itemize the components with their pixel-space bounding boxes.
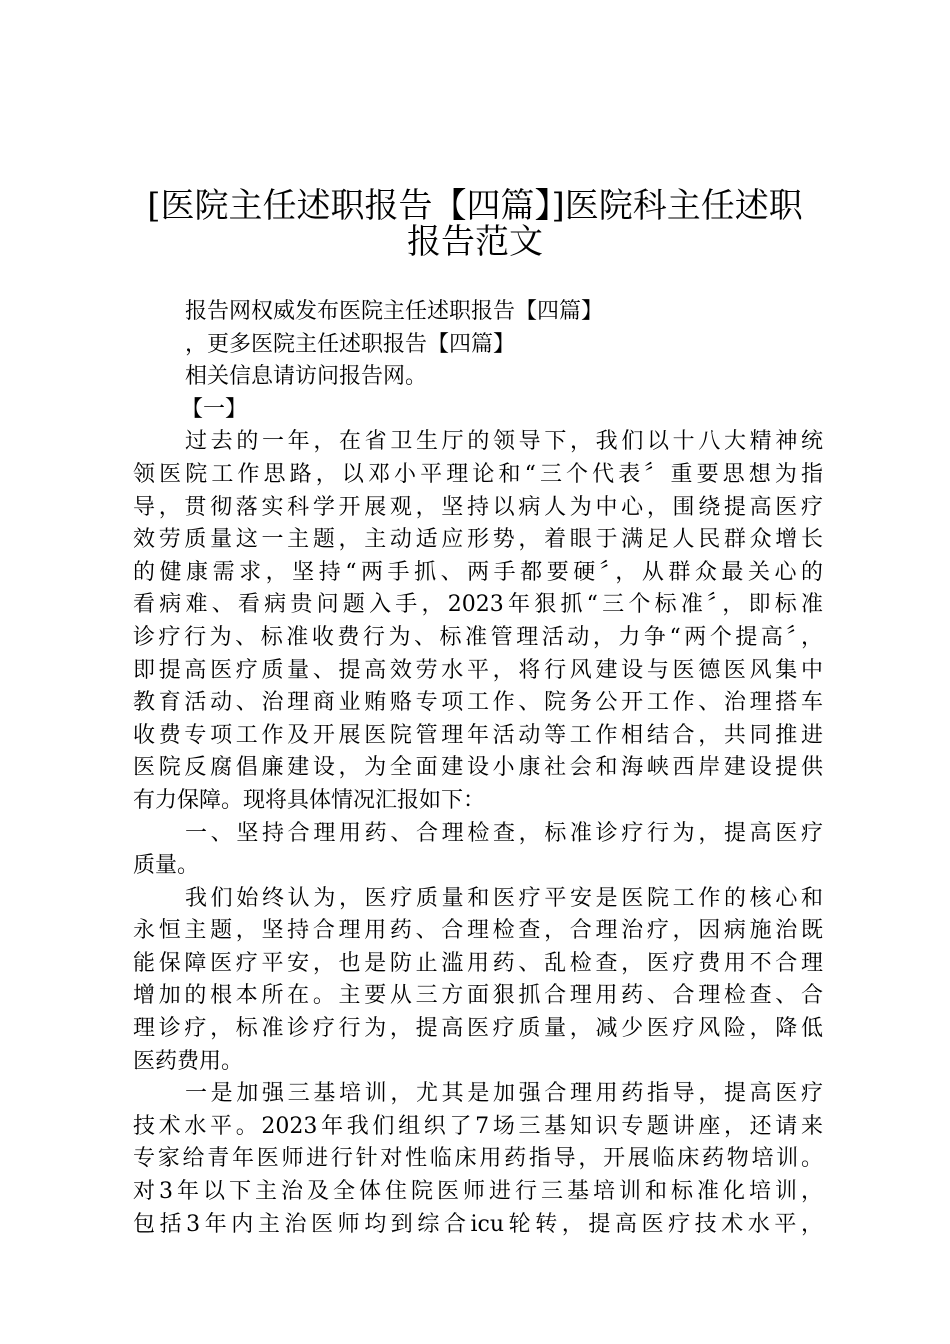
paragraph-line: 永恒主题，坚持合理用药、合理检查，合理治疗，因病施治既: [133, 918, 823, 944]
paragraph-line: 即提高医疗质量、提高效劳水平，将行风建设与医德医风集中: [133, 657, 823, 683]
paragraph-line: 的健康需求，坚持“两手抓、两手都要硬〞，从群众最关心的: [133, 559, 823, 585]
document-body: [133, 296, 823, 1241]
paragraph-line: 包括3年内主治医师均到综合icu轮转，提高医疗技术水平，: [133, 1211, 823, 1237]
paragraph-line: 医药费用。: [133, 1048, 244, 1074]
paragraph-line: 有力保障。现将具体情况汇报如下：: [133, 787, 486, 813]
paragraph-line: 增加的根本所在。主要从三方面狠抓合理用药、合理检查、合: [133, 983, 823, 1009]
paragraph-line: 效劳质量这一主题，主动适应形势，着眼于满足人民群众增长: [133, 527, 823, 553]
paragraph-line: 导，贯彻落实科学开展观，坚持以病人为中心，围绕提高医疗: [133, 494, 823, 520]
paragraph-line: 我们始终认为，医疗质量和医疗平安是医院工作的核心和: [185, 885, 823, 911]
paragraph-line: 医院反腐倡廉建设，为全面建设小康社会和海峡西岸建设提供: [133, 755, 823, 781]
paragraph-line: 教育活动、治理商业贿赂专项工作、院务公开工作、治理搭车: [133, 690, 823, 716]
heading-line: 质量。: [133, 853, 200, 879]
paragraph-line: 诊疗行为、标准收费行为、标准管理活动，力争“两个提高〞，: [133, 624, 823, 650]
paragraph-line: 对3年以下主治及全体住院医师进行三基培训和标准化培训，: [133, 1179, 823, 1205]
intro-line: 报告网权威发布医院主任述职报告【四篇】: [185, 299, 604, 324]
intro-line: 相关信息请访问报告网。: [185, 364, 428, 390]
paragraph-line: 看病难、看病贵问题入手，2023年狠抓“三个标准〞，即标准: [133, 592, 823, 618]
intro-line: ，更多医院主任述职报告【四篇】: [185, 331, 516, 357]
paragraph-line: 理诊疗，标准诊疗行为，提高医疗质量，减少医疗风险，降低: [133, 1016, 823, 1042]
paragraph-line: 技术水平。2023年我们组织了7场三基知识专题讲座，还请来: [133, 1113, 823, 1139]
document-title-line-2: 报告范文: [407, 222, 543, 262]
paragraph-line: 领医院工作思路，以邓小平理论和“三个代表〞重要思想为指: [133, 461, 823, 487]
paragraph-line: 能保障医疗平安，也是防止滥用药、乱检查，医疗费用不合理: [133, 950, 823, 976]
paragraph-line: 过去的一年，在省卫生厅的领导下，我们以十八大精神统: [185, 429, 823, 455]
document-title-line-1: [医院主任述职报告【四篇】]医院科主任述职: [147, 186, 803, 226]
paragraph-line: 收费专项工作及开展医院管理年活动等工作相结合，共同推进: [133, 722, 823, 748]
paragraph-line: 专家给青年医师进行针对性临床用药指导，开展临床药物培训。: [133, 1146, 823, 1172]
section-mark: 【一】: [181, 396, 248, 422]
paragraph-line: 一是加强三基培训，尤其是加强合理用药指导，提高医疗: [185, 1081, 823, 1107]
heading-line: 一、坚持合理用药、合理检查，标准诊疗行为，提高医疗: [185, 820, 823, 846]
